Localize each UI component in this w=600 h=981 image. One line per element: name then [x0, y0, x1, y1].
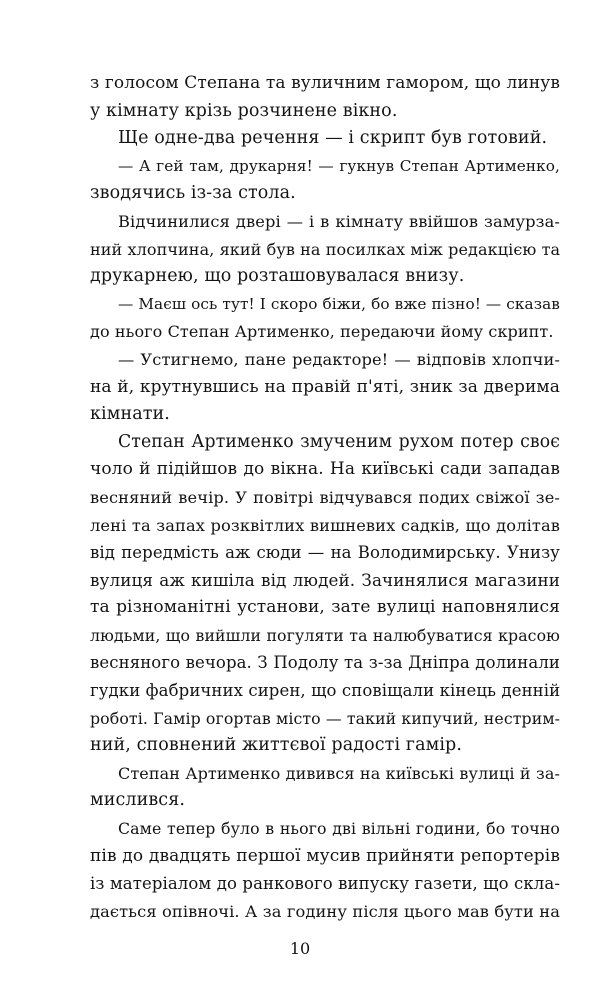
text-line: ний, сповнений життєвої радості гамір.: [90, 735, 462, 756]
text-line: вулиця аж кишіла від людей. Зачинялися магазини: [90, 569, 560, 590]
text-line: Ще одне-два речення — і скрипт був готовий.: [118, 128, 548, 149]
text-line: до нього Степан Артименко, передаючи йому скрипт.: [90, 322, 554, 342]
text-line: від передмість аж сюди — на Володимирську. Унизу: [90, 543, 560, 563]
text-line: — Устигнемо, пане редакторе! — відповів хлопчи-: [118, 349, 560, 369]
text-line: людьми, що вийшли погуляти та налюбуватися красою: [90, 625, 560, 645]
text-line: чоло й підійшов до вікна. На київські сади западав: [90, 459, 560, 480]
text-line: ний хлопчина, який був на посилках між редакцією та: [90, 239, 561, 259]
text-line: пів до двадцять першої мусив прийняти репортерів: [90, 845, 560, 866]
text-line: — Маєш ось тут! І скоро біжи, бо вже пізно! — сказав: [118, 294, 560, 313]
text-line: весняний вечір. У повітрі відчувався подих свіжої зе-: [90, 487, 560, 507]
text-line: на й, крутнувшись на правій п'яті, зник за дверима: [90, 376, 560, 397]
text-line: зводячись із-за стола.: [90, 183, 296, 204]
text-line: та різноманітні установи, зате вулиці наповнялися: [90, 597, 560, 618]
text-line: із матеріалом до ранкового випуску газети, що скла-: [90, 874, 560, 894]
text-line: у кімнату крізь розчинене вікно.: [90, 100, 398, 121]
text-line: Степан Артименко змученим рухом потер своє: [118, 431, 560, 452]
page-number: 10: [289, 939, 311, 958]
text-line: весняного вечора. З Подолу та з-за Дніпра долинали: [90, 653, 560, 673]
text-line: Степан Артименко дивився на київські вулиці й за-: [118, 763, 560, 783]
text-line: лені та запах розквітлих вишневих садків, що долітав: [90, 515, 560, 535]
text-line: гудки фабричних сирен, що сповіщали кінець денній: [90, 681, 561, 701]
text-line: дається опівночі. А за годину після цього мав бути на: [90, 901, 560, 921]
body-text: [90, 70, 560, 925]
text-line: кімнати.: [90, 404, 170, 425]
text-line: роботі. Гамір огортав місто — такий кипучий, нестрим-: [90, 708, 561, 728]
text-line: Саме тепер було в нього дві вільні години, бо точно: [118, 819, 560, 839]
text-line: Відчинилися двері — і в кімнату ввійшов замурза-: [118, 211, 560, 231]
text-line: мислився.: [90, 790, 186, 811]
text-line: — А гей там, друкарня! — гукнув Степан Артименко,: [118, 156, 560, 175]
text-line: друкарнею, що розташовувалася внизу.: [90, 266, 465, 287]
text-line: з голосом Степана та вуличним гамором, що линув: [90, 73, 561, 93]
